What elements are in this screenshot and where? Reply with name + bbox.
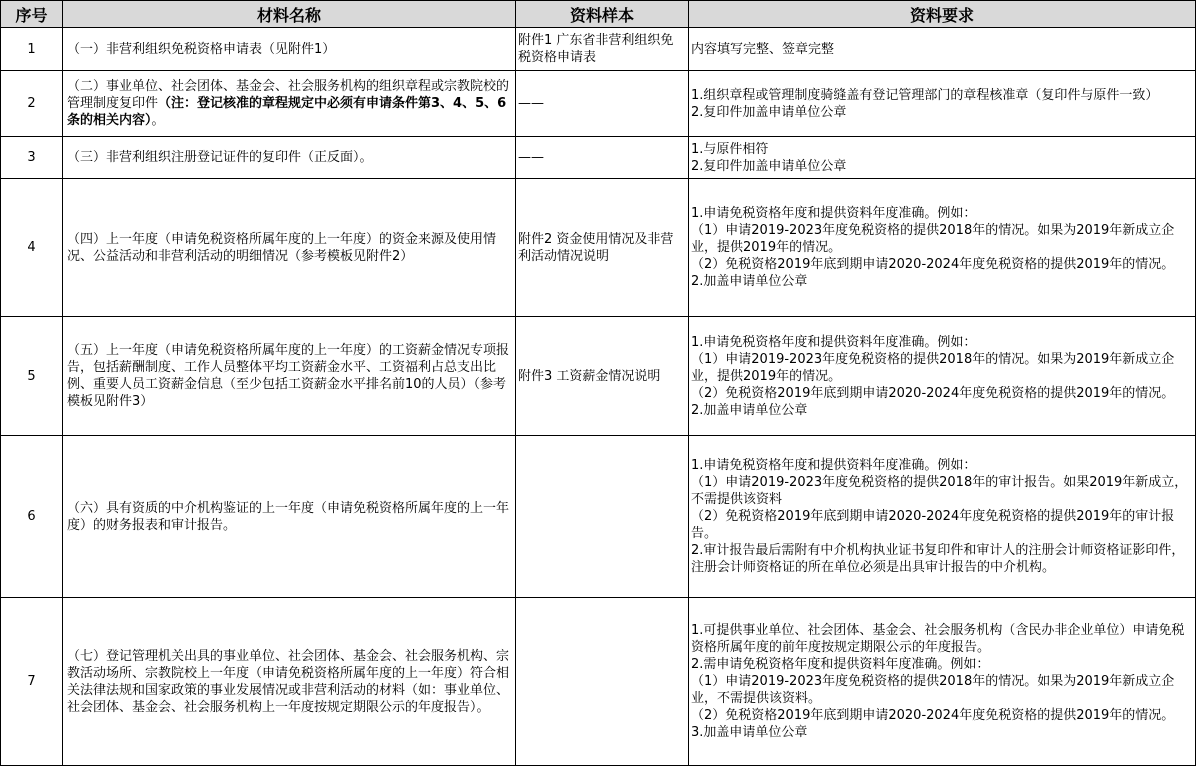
material-name: （三）非营利组织注册登记证件的复印件（正反面）。 <box>63 137 516 179</box>
row-number: 4 <box>1 179 63 317</box>
table-row <box>1 71 1196 137</box>
requirement-line: 1.申请免税资格年度和提供资料年度准确。例如： <box>691 334 977 350</box>
requirement-line: （1）申请2019-2023年度免税资格的提供2018年的情况。如果为2019年新成立企业，提供2019年的情况。 <box>691 223 1175 255</box>
table-row <box>1 598 1196 766</box>
requirement-line: （1）申请2019-2023年度免税资格的提供2018年的情况。如果为2019年新成立企业，提供2019年的情况。 <box>691 351 1175 384</box>
material-requirement <box>689 179 1196 317</box>
material-sample: —— <box>516 137 689 179</box>
table-row <box>1 137 1196 179</box>
header-sample: 资料样本 <box>516 1 689 28</box>
requirement-line: （2）免税资格2019年底到期申请2020-2024年度免税资格的提供2019年的审计报告。 <box>691 509 1175 541</box>
row-number: 3 <box>1 137 63 179</box>
requirement-line: 3.加盖申请单位公章 <box>691 725 808 740</box>
header-name: 材料名称 <box>63 1 516 28</box>
requirement-line: 1.组织章程或管理制度骑缝盖有登记管理部门的章程核准章（复印件与原件一致） <box>691 87 1159 103</box>
material-sample: —— <box>516 71 689 137</box>
requirement-line: 内容填写完整、签章完整 <box>691 41 835 57</box>
material-name-text: （二）事业单位、社会团体、基金会、社会服务机构的组织章程或宗教院校的管理制度复印件 <box>67 79 510 111</box>
table-row <box>1 317 1196 436</box>
header-requirement: 资料要求 <box>689 1 1196 28</box>
requirement-line: （2）免税资格2019年底到期申请2020-2024年度免税资格的提供2019年的情况。 <box>691 385 1175 401</box>
row-number: 2 <box>1 71 63 137</box>
requirement-line: 1.与原件相符 <box>691 141 769 157</box>
requirement-line: 2.审计报告最后需附有中介机构执业证书复印件和审计人的注册会计师资格证影印件，注册会计师资格证的所在单位必须是出具审计报告的中介机构。 <box>691 543 1185 575</box>
table-row <box>1 436 1196 598</box>
requirement-line: （1）申请2019-2023年度免税资格的提供2018年的审计报告。如果2019年新成立，不需提供该资料 <box>691 475 1188 507</box>
material-sample: 附件1 广东省非营利组织免税资格申请表 <box>516 28 689 71</box>
material-sample <box>516 598 689 766</box>
material-name: （七）登记管理机关出具的事业单位、社会团体、基金会、社会服务机构、宗教活动场所、宗教院校上一年度（申请免税资格所属年度的上一年度）符合相关法律法规和国家政策的事业发展情况或非营利活动的材料（如：事业单位、社会团体、基金会、社会服务机构上一年度按规定期限公示的年度报告）。 <box>63 598 516 766</box>
row-number: 1 <box>1 28 63 71</box>
requirement-line: （2）免税资格2019年底到期申请2020-2024年度免税资格的提供2019年的情况。 <box>691 708 1175 723</box>
material-requirement <box>689 28 1196 71</box>
material-name <box>63 71 516 137</box>
requirement-line: 1.申请免税资格年度和提供资料年度准确。例如： <box>691 206 977 221</box>
material-requirement <box>689 598 1196 766</box>
requirement-line: 2.加盖申请单位公章 <box>691 274 808 289</box>
material-requirement <box>689 137 1196 179</box>
row-number: 6 <box>1 436 63 598</box>
header-row <box>1 1 1196 28</box>
material-name: （四）上一年度（申请免税资格所属年度的上一年度）的资金来源及使用情况、公益活动和非营利活动的明细情况（参考模板见附件2） <box>63 179 516 317</box>
requirement-line: 2.需申请免税资格年度和提供资料年度准确。例如： <box>691 657 990 672</box>
material-name-tail: 。 <box>151 113 165 128</box>
requirement-line: 1.申请免税资格年度和提供资料年度准确。例如： <box>691 458 977 473</box>
requirement-line: 2.复印件加盖申请单位公章 <box>691 104 847 120</box>
material-requirement <box>689 436 1196 598</box>
material-name: （一）非营利组织免税资格申请表（见附件1） <box>63 28 516 71</box>
material-requirement <box>689 317 1196 436</box>
header-no: 序号 <box>1 1 63 28</box>
row-number: 5 <box>1 317 63 436</box>
material-sample: 附件2 资金使用情况及非营利活动情况说明 <box>516 179 689 317</box>
requirement-line: （1）申请2019-2023年度免税资格的提供2018年的情况。如果为2019年新成立企业，不需提供该资料。 <box>691 674 1175 706</box>
material-name: （六）具有资质的中介机构鉴证的上一年度（申请免税资格所属年度的上一年度）的财务报表和审计报告。 <box>63 436 516 598</box>
requirement-line: 2.复印件加盖申请单位公章 <box>691 158 847 174</box>
material-sample: 附件3 工资薪金情况说明 <box>516 317 689 436</box>
row-number: 7 <box>1 598 63 766</box>
material-name-note: （注：登记核准的章程规定中必须有申请条件第3、4、5、6条的相关内容） <box>67 96 507 128</box>
table-row <box>1 179 1196 317</box>
material-name: （五）上一年度（申请免税资格所属年度的上一年度）的工资薪金情况专项报告，包括薪酬制度、工作人员整体平均工资薪金水平、工资福利占总支出比例、重要人员工资薪金信息（至少包括工资薪金水平排名前10的人员）（参考模板见附件3） <box>63 317 516 436</box>
requirement-line: 2.加盖申请单位公章 <box>691 402 808 418</box>
material-sample <box>516 436 689 598</box>
requirement-line: （2）免税资格2019年底到期申请2020-2024年度免税资格的提供2019年的情况。 <box>691 257 1175 272</box>
requirement-line: 1.可提供事业单位、社会团体、基金会、社会服务机构（含民办非企业单位）申请免税资格所属年度的前年度按规定期限公示的年度报告。 <box>691 623 1185 655</box>
material-requirement <box>689 71 1196 137</box>
table-row <box>1 28 1196 71</box>
